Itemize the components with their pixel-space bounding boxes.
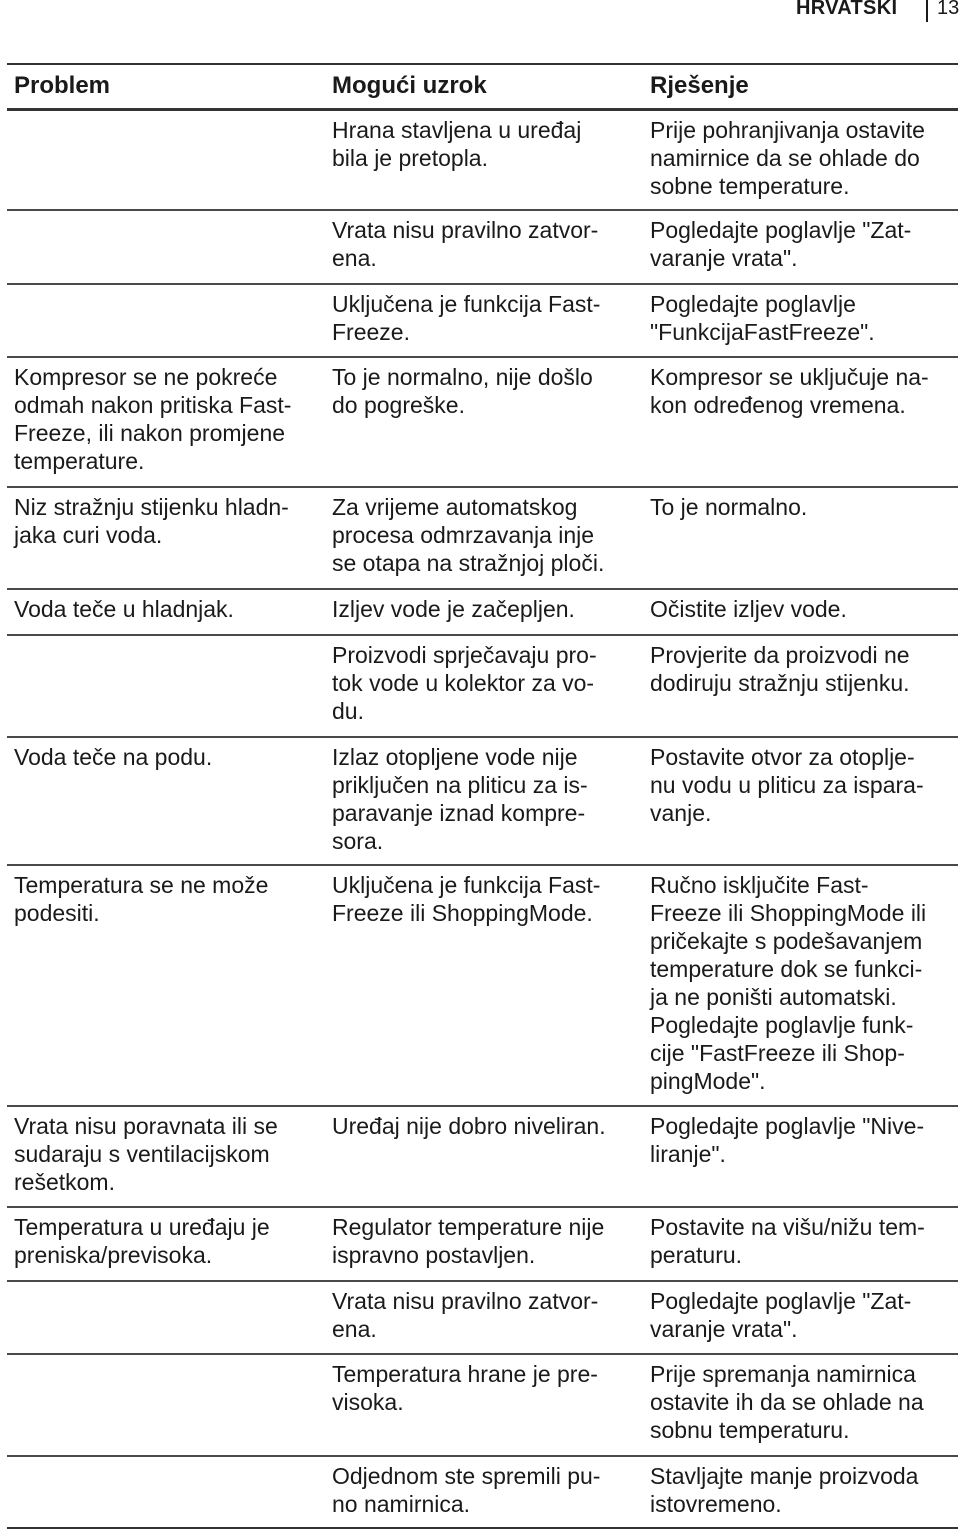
column-header-solution: Rješenje (643, 64, 958, 110)
cause-cell: Uključena je funkcija Fast- Freeze. (325, 284, 643, 357)
cause-cell: Uređaj nije dobro niveliran. (325, 1106, 643, 1207)
cause-cell: To je normalno, nije došlo do pogreške. (325, 357, 643, 487)
problem-cell (7, 210, 325, 284)
solution-cell: Stavljajte manje proizvoda istovremeno. (650, 1463, 919, 1517)
table-row (7, 210, 958, 284)
page-number: 13 (937, 0, 960, 19)
table-row (7, 589, 958, 635)
table-row (7, 1207, 958, 1281)
header-divider (926, 0, 928, 22)
cause-cell: Regulator temperature nije ispravno postavljen. (325, 1207, 643, 1281)
language-label: HRVATSKI (796, 0, 898, 19)
page-header (0, 0, 960, 22)
table-row (7, 487, 958, 589)
cause-cell: Vrata nisu pravilno zatvor- ena. (325, 1281, 643, 1354)
problem-cell: Voda teče u hladnjak. (7, 589, 325, 635)
table-row (7, 1456, 958, 1528)
cause-cell: Uključena je funkcija Fast- Freeze ili ShoppingMode. (325, 865, 643, 1106)
solution-cell: Kompresor se uključuje na- kon određenog vremena. (643, 357, 958, 487)
cause-cell: Izlaz otopljene vode nije priključen na pliticu za is- paravanje iznad kompre- sora. (325, 737, 643, 865)
problem-cell: Temperatura u uređaju je preniska/previsoka. (7, 1207, 325, 1281)
cause-cell: Za vrijeme automatskog procesa odmrzavanja inje se otapa na stražnjoj ploči. (325, 487, 643, 589)
solution-cell: Postavite otvor za otoplje- nu vodu u pliticu za ispara- vanje. (643, 737, 958, 865)
table-row (7, 635, 958, 737)
table-row (7, 357, 958, 487)
problem-cell: Temperatura se ne može podesiti. (7, 865, 325, 1106)
solution-cell: Postavite na višu/nižu tem- peraturu. (643, 1207, 958, 1281)
problem-cell (7, 1354, 325, 1456)
problem-cell (7, 284, 325, 357)
cause-cell: Odjednom ste spremili pu- no namirnica. (332, 1463, 601, 1517)
troubleshooting-table (7, 63, 958, 1529)
solution-cell: Pogledajte poglavlje "Nive- liranje". (643, 1106, 958, 1207)
table-row (7, 284, 958, 357)
problem-cell: Vrata nisu poravnata ili se sudaraju s ventilacijskom rešetkom. (7, 1106, 325, 1207)
problem-cell (7, 1281, 325, 1354)
problem-cell (7, 1456, 325, 1528)
table-row (7, 865, 958, 1106)
table-row (7, 1281, 958, 1354)
solution-cell: Pogledajte poglavlje "FunkcijaFastFreeze". (643, 284, 958, 357)
solution-cell: Prije pohranjivanja ostavite namirnice da se ohlade do sobne temperature. (643, 110, 958, 211)
solution-cell: Prije spremanja namirnica ostavite ih da se ohlade na sobnu temperaturu. (643, 1354, 958, 1456)
problem-cell: Voda teče na podu. (7, 737, 325, 865)
cause-cell: Hrana stavljena u uređaj bila je pretopla. (325, 110, 643, 211)
column-header-problem: Problem (7, 64, 325, 110)
column-header-cause: Mogući uzrok (325, 64, 643, 110)
solution-cell: To je normalno. (643, 487, 958, 589)
solution-cell: Očistite izljev vode. (643, 589, 958, 635)
cause-cell: Izljev vode je začepljen. (325, 589, 643, 635)
table-row (7, 110, 958, 211)
table-row (7, 737, 958, 865)
cause-cell: Temperatura hrane je pre- visoka. (325, 1354, 643, 1456)
table-row (7, 1354, 958, 1456)
problem-cell (7, 635, 325, 737)
cause-cell: Proizvodi sprječavaju pro- tok vode u kolektor za vo- du. (325, 635, 643, 737)
cause-cell: Vrata nisu pravilno zatvor- ena. (325, 210, 643, 284)
solution-cell: Ručno isključite Fast- Freeze ili ShoppingMode ili pričekajte s podešavanjem temperature dok se funkci- ja ne poništi automatski. Pogledajte poglavlje funk- cije "FastFreeze ili Shop- pingMode". (643, 865, 958, 1106)
problem-cell (7, 110, 325, 211)
solution-cell: Provjerite da proizvodi ne dodiruju stražnju stijenku. (643, 635, 958, 737)
table-row (7, 1106, 958, 1207)
table-header-row (7, 64, 958, 110)
problem-cell: Niz stražnju stijenku hladn- jaka curi voda. (7, 487, 325, 589)
problem-cell: Kompresor se ne pokreće odmah nakon pritiska Fast- Freeze, ili nakon promjene temperature. (7, 357, 325, 487)
solution-cell: Pogledajte poglavlje "Zat- varanje vrata". (643, 210, 958, 284)
solution-cell: Pogledajte poglavlje "Zat- varanje vrata". (643, 1281, 958, 1354)
